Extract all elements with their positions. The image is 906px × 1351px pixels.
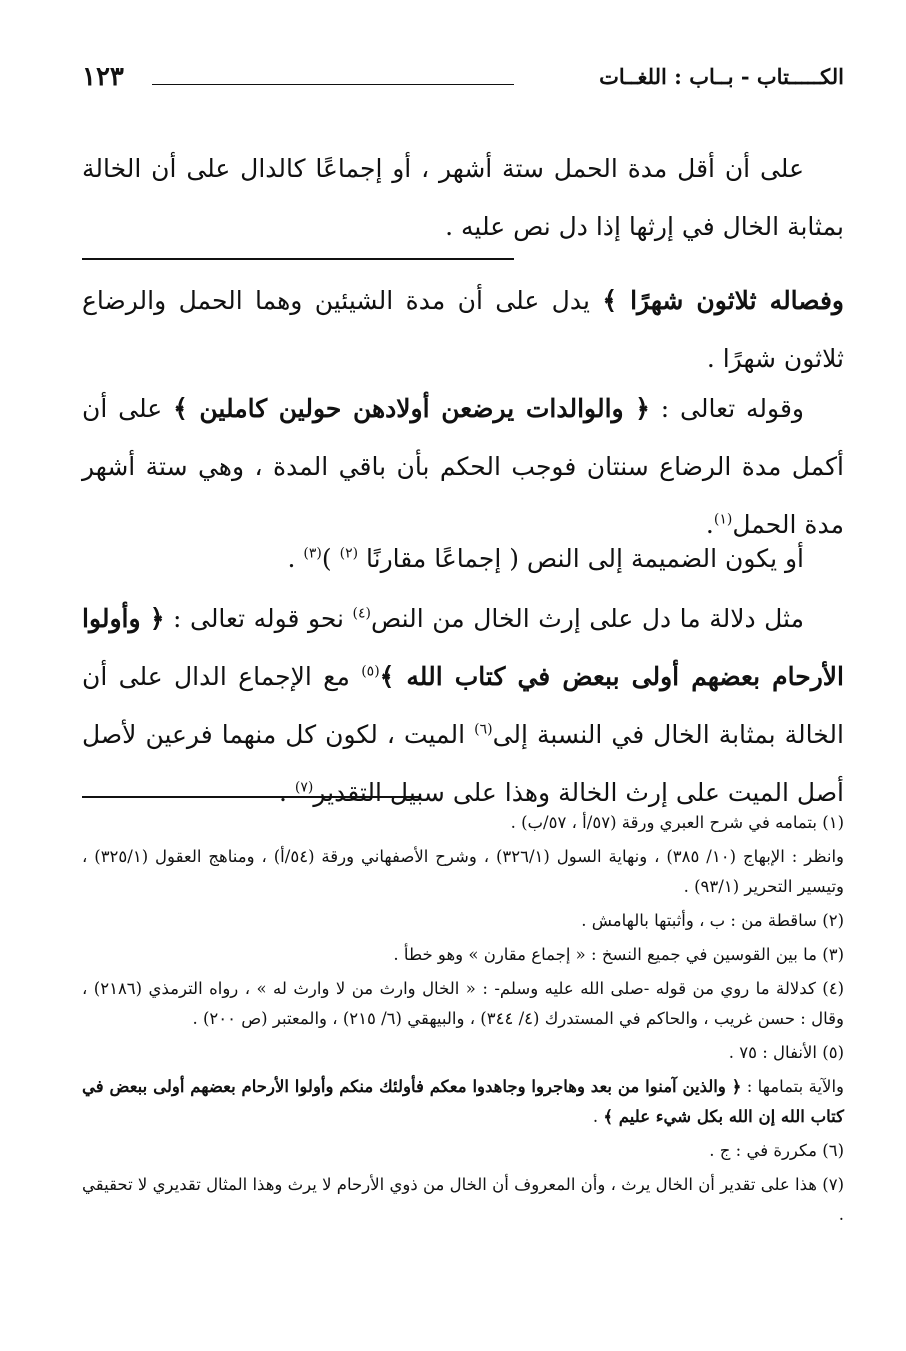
paragraph-1 bbox=[82, 140, 844, 256]
paragraph-4 bbox=[82, 530, 844, 588]
p5-text-c: مع الإجماع الدال على أن الخالة بمثابة الخال في النسبة إلى bbox=[82, 662, 844, 749]
page-header bbox=[82, 62, 844, 102]
footnote-1-continued: وانظر : الإبهاج (١٠/ ٣٨٥) ، ونهاية السول (٣٢٦/١) ، وشرح الأصفهاني ورقة (٥٤/أ) ، ومناهج العقول (٣٢٥/١) ، وتيسير التحرير (٩٣/١) . bbox=[82, 847, 844, 896]
p2-text: يدل على أن مدة الشيئين وهما الحمل والرضاع ثلاثون شهرًا . bbox=[82, 286, 844, 373]
footnote-1: (١) بتمامه في شرح العبري ورقة (٥٧/أ ، ٥٧/ب) . bbox=[510, 813, 844, 832]
quran-quote: ﴿ وأولوا الأرحام بعضهم أولى ببعض في كتاب الله ﴾ bbox=[82, 604, 844, 691]
footnote-5-verse bbox=[82, 1072, 844, 1132]
quran-quote: وفصاله ثلاثون شهرًا ﴾ bbox=[602, 286, 845, 315]
header-rule bbox=[152, 84, 514, 85]
footnotes bbox=[82, 808, 844, 1234]
page-number: ١٢٣ bbox=[82, 62, 124, 92]
quran-quote: ﴿ والوالدات يرضعن أولادهن حولين كاملين ﴾ bbox=[173, 394, 650, 423]
footnote-ref[interactable]: (٦) bbox=[474, 721, 493, 738]
footnote-separator bbox=[82, 796, 420, 798]
fn5-intro: والآية بتمامها : bbox=[746, 1077, 844, 1096]
p3-intro: وقوله تعالى : bbox=[660, 394, 804, 423]
p5-text-b: نحو قوله تعالى : bbox=[173, 604, 345, 633]
footnote-7: (٧) هذا على تقدير أن الخال يرث ، وأن المعروف أن الخال من ذوي الأرحام لا يرث وهذا المثال تقديري لا تحقيقي . bbox=[82, 1175, 844, 1224]
footnote-5: (٥) الأنفال : ٧٥ . bbox=[728, 1043, 844, 1062]
section-divider bbox=[82, 258, 514, 260]
fn5-end: . bbox=[592, 1107, 599, 1126]
p4-end: . bbox=[287, 544, 296, 573]
p4-close: ) bbox=[321, 544, 332, 573]
paragraph-text bbox=[82, 140, 844, 256]
p5-text-a: مثل دلالة ما دل على إرث الخال من النص bbox=[371, 604, 804, 633]
footnote-ref[interactable]: (٤) bbox=[352, 605, 372, 622]
footnote-2: (٢) ساقطة من : ب ، وأثبتها بالهامش . bbox=[581, 911, 844, 930]
quran-quote: ﴿ والذين آمنوا من بعد وهاجروا وجاهدوا معكم فأولئك منكم وأولوا الأرحام بعضهم أولى ببعض في كتاب الله إن الله بكل شيء عليم ﴾ bbox=[82, 1077, 844, 1126]
footnote-ref[interactable]: (٧) bbox=[294, 779, 314, 796]
footnote-6: (٦) مكررة في : ج . bbox=[709, 1141, 844, 1160]
p4-text: أو يكون الضميمة إلى النص ( إجماعًا مقارنًا bbox=[366, 544, 804, 573]
p3-text: على أن أكمل مدة الرضاع سنتان فوجب الحكم بأن باقي المدة ، وهي ستة أشهر مدة الحمل bbox=[82, 394, 844, 539]
paragraph-3 bbox=[82, 380, 844, 554]
p3-end: . bbox=[705, 510, 714, 539]
footnote-4: (٤) كدلالة ما روي من قوله -صلى الله عليه وسلم- : « الخال وارث من لا وارث له » ، رواه الترمذي (٢١٨٦) ، وقال : حسن غريب ، والحاكم في المستدرك (٤/ ٣٤٤) ، والبيهقي (٦/ ٢١٥) ، والمعتبر (ص ٢٠٠) . bbox=[82, 979, 844, 1028]
paragraph-2 bbox=[82, 272, 844, 388]
p5-text-d: الميت ، لكون كل منهما فرعين لأصل أصل الميت على إرث الخالة وهذا على سبيل التقدير bbox=[82, 720, 844, 807]
running-title: الكـــــتاب - بــاب : اللغــات bbox=[599, 64, 844, 89]
paragraph-5 bbox=[82, 590, 844, 822]
footnote-ref[interactable]: (٢) bbox=[339, 545, 359, 562]
footnote-ref[interactable]: (١) bbox=[713, 511, 733, 528]
footnote-ref[interactable]: (٥) bbox=[361, 663, 380, 680]
p1-text: على أن أقل مدة الحمل ستة أشهر ، أو إجماعًا كالدال على أن الخالة بمثابة الخال في إرثها إذا دل نص عليه . bbox=[82, 154, 844, 241]
footnote-ref[interactable]: (٣) bbox=[303, 545, 322, 562]
p5-end: . bbox=[278, 778, 287, 807]
footnote-3: (٣) ما بين القوسين في جميع النسخ : « إجماع مقارن » وهو خطأ . bbox=[393, 945, 844, 964]
